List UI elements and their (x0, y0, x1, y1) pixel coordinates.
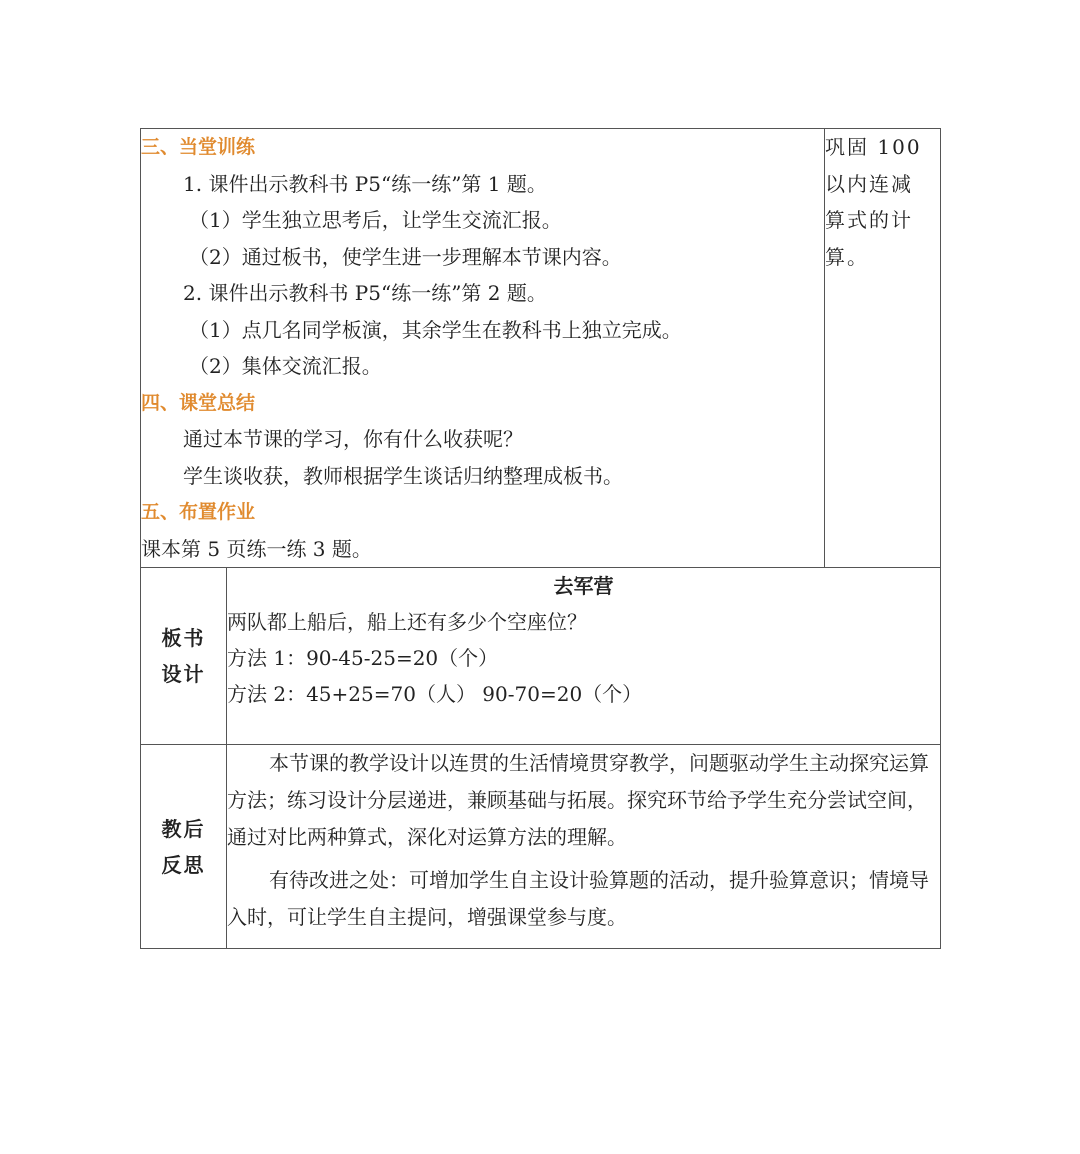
training-item-2: 2. 课件出示教科书 P5“练一练”第 2 题。 (183, 281, 547, 305)
process-cell (141, 129, 825, 568)
board-label-cell (141, 568, 227, 745)
reflection-label: 反思 (161, 852, 206, 877)
design-intent-line: 算。 (825, 244, 870, 269)
training-item-2-sub-1: （1）点几名同学板演，其余学生在教科书上独立完成。 (189, 317, 682, 342)
board-design-row (141, 568, 941, 745)
reflection-paragraph-2: 有待改进之处：可增加学生自主设计验算题的活动，提升验算意识；情境导入时，可让学生自主提问，增强课堂参与度。 (227, 868, 929, 929)
training-item-2-sub-2: （2）集体交流汇报。 (189, 354, 382, 378)
summary-line-2: 学生谈收获，教师根据学生谈话归纳整理成板书。 (183, 463, 623, 488)
lesson-plan-table (140, 128, 941, 949)
board-content-cell (227, 568, 941, 745)
reflection-content-cell (227, 745, 941, 949)
design-intent-cell (825, 129, 941, 568)
design-intent-line: 以内连减 (825, 171, 914, 196)
training-item-1: 1. 课件出示教科书 P5“练一练”第 1 题。 (183, 171, 547, 196)
board-label: 板书 (161, 626, 206, 650)
process-row (141, 129, 941, 568)
design-intent-line: 巩固 100 (825, 135, 922, 159)
training-heading: 三、当堂训练 (141, 136, 256, 158)
board-method-2: 方法 2：45+25=70（人） 90-70=20（个） (227, 682, 643, 706)
board-title: 去军营 (553, 574, 614, 598)
reflection-label: 教后 (161, 816, 206, 841)
board-method-1: 方法 1：90-45-25=20（个） (227, 646, 499, 670)
reflection-label-cell (141, 745, 227, 949)
board-label: 设计 (161, 662, 206, 686)
homework-line-1: 课本第 5 页练一练 3 题。 (141, 536, 372, 561)
board-question: 两队都上船后，船上还有多少个空座位？ (227, 610, 587, 634)
training-item-1-sub-1: （1）学生独立思考后，让学生交流汇报。 (189, 208, 562, 232)
summary-heading: 四、课堂总结 (141, 391, 256, 414)
summary-line-1: 通过本节课的学习，你有什么收获呢？ (183, 427, 523, 451)
reflection-paragraph-1: 本节课的教学设计以连贯的生活情境贯穿教学，问题驱动学生主动探究运算方法；练习设计分层递进，兼顾基础与拓展。探究环节给予学生充分尝试空间，通过对比两种算式，深化对运算方法的理解。 (227, 751, 929, 849)
reflection-row (141, 745, 941, 949)
design-intent-line: 算式的计 (825, 208, 914, 232)
training-item-1-sub-2: （2）通过板书，使学生进一步理解本节课内容。 (189, 244, 622, 269)
homework-heading: 五、布置作业 (141, 501, 256, 523)
